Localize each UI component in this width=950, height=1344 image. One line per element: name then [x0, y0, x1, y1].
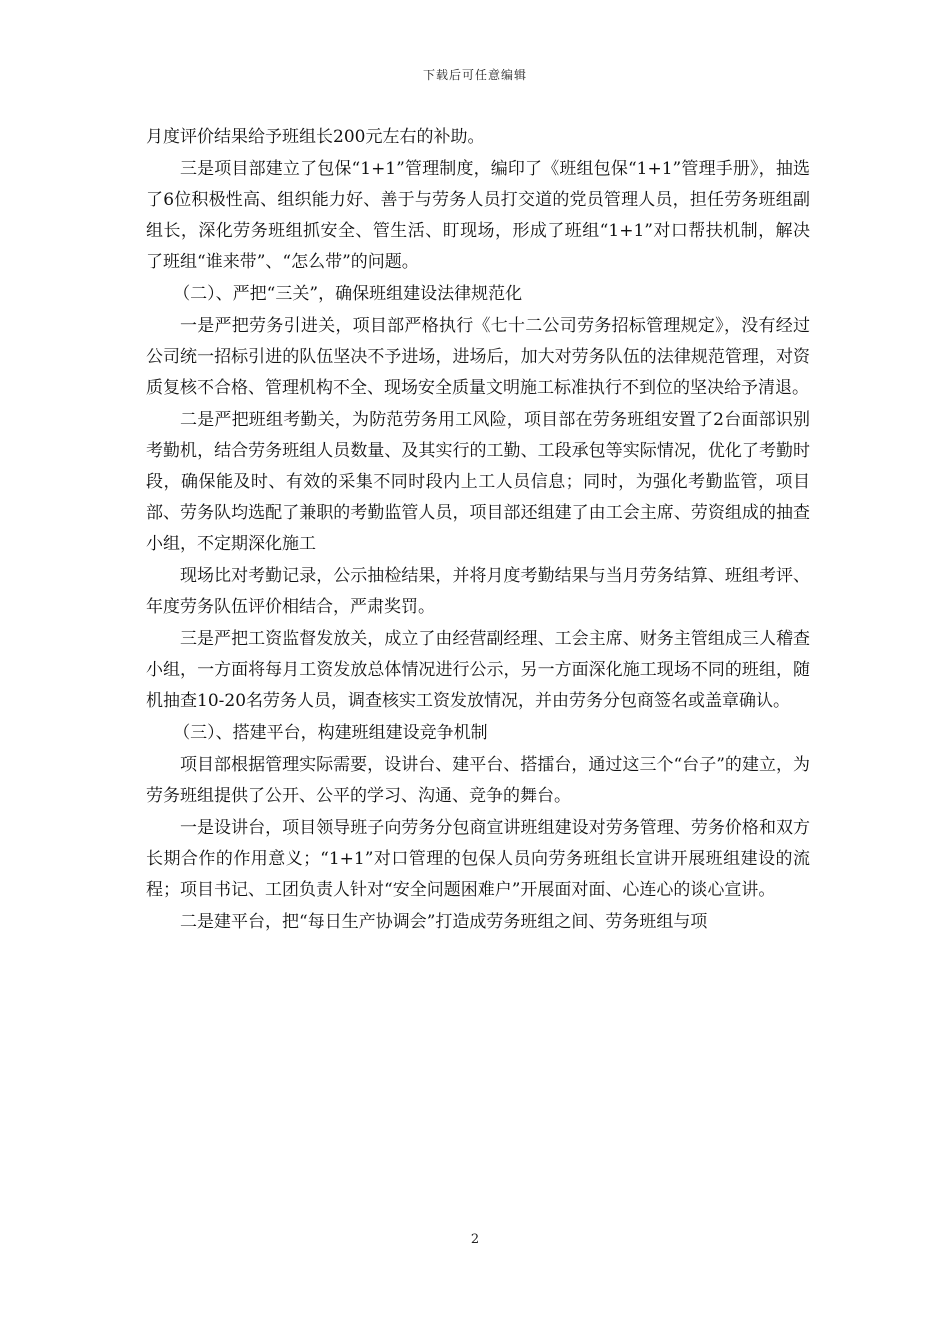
paragraph: 三是严把工资监督发放关，成立了由经营副经理、工会主席、财务主管组成三人稽查小组，一方面将每月工资发放总体情况进行公示，另一方面深化施工现场不同的班组，随机抽查10-20名劳务人员，调查核实工资发放情况，并由劳务分包商签名或盖章确认。	[146, 629, 810, 711]
paragraph: 二是严把班组考勤关，为防范劳务用工风险，项目部在劳务班组安置了2台面部识别考勤机，结合劳务班组人员数量、及其实行的工勤、工段承包等实际情况，优化了考勤时段，确保能及时、有效的采集不同时段内上工人员信息；同时，为强化考勤监管，项目部、劳务队均选配了兼职的考勤监管人员，项目部还组建了由工会主席、劳资组成的抽查小组，不定期深化施工	[146, 410, 810, 554]
page-header: 下载后可任意编辑	[422, 68, 527, 82]
page-number: 2	[470, 1232, 480, 1247]
paragraph: 二是建平台，把“每日生产协调会”打造成劳务班组之间、劳务班组与项	[180, 912, 708, 932]
paragraph-continuation: 月度评价结果给予班组长200元左右的补助。	[146, 127, 485, 147]
section-heading: （三）、搭建平台，构建班组建设竞争机制	[173, 723, 488, 743]
section-heading: （二）、严把“三关”，确保班组建设法律规范化	[173, 284, 523, 304]
paragraph: 一是设讲台，项目领导班子向劳务分包商宣讲班组建设对劳务管理、劳务价格和双方长期合作的作用意义；“1+1”对口管理的包保人员向劳务班组长宣讲开展班组建设的流程；项目书记、工团负责人针对“安全问题困难户”开展面对面、心连心的谈心宣讲。	[146, 818, 810, 900]
paragraph: 三是项目部建立了包保“1+1”管理制度，编印了《班组包保“1+1”管理手册》，抽选了6位积极性高、组织能力好、善于与劳务人员打交道的党员管理人员，担任劳务班组副组长，深化劳务班组抓安全、管生活、盯现场，形成了班组“1+1”对口帮扶机制，解决了班组“谁来带”、“怎么带”的问题。	[146, 159, 810, 272]
paragraph: 一是严把劳务引进关，项目部严格执行《七十二公司劳务招标管理规定》，没有经过公司统一招标引进的队伍坚决不予进场，进场后，加大对劳务队伍的法律规范管理，对资质复核不合格、管理机构不全、现场安全质量文明施工标准执行不到位的坚决给予清退。	[146, 316, 810, 398]
paragraph: 现场比对考勤记录，公示抽检结果，并将月度考勤结果与当月劳务结算、班组考评、年度劳务队伍评价相结合，严肃奖罚。	[146, 566, 810, 617]
paragraph: 项目部根据管理实际需要，设讲台、建平台、搭擂台，通过这三个“台子”的建立，为劳务班组提供了公开、公平的学习、沟通、竞争的舞台。	[146, 755, 810, 806]
document-body	[146, 122, 810, 939]
